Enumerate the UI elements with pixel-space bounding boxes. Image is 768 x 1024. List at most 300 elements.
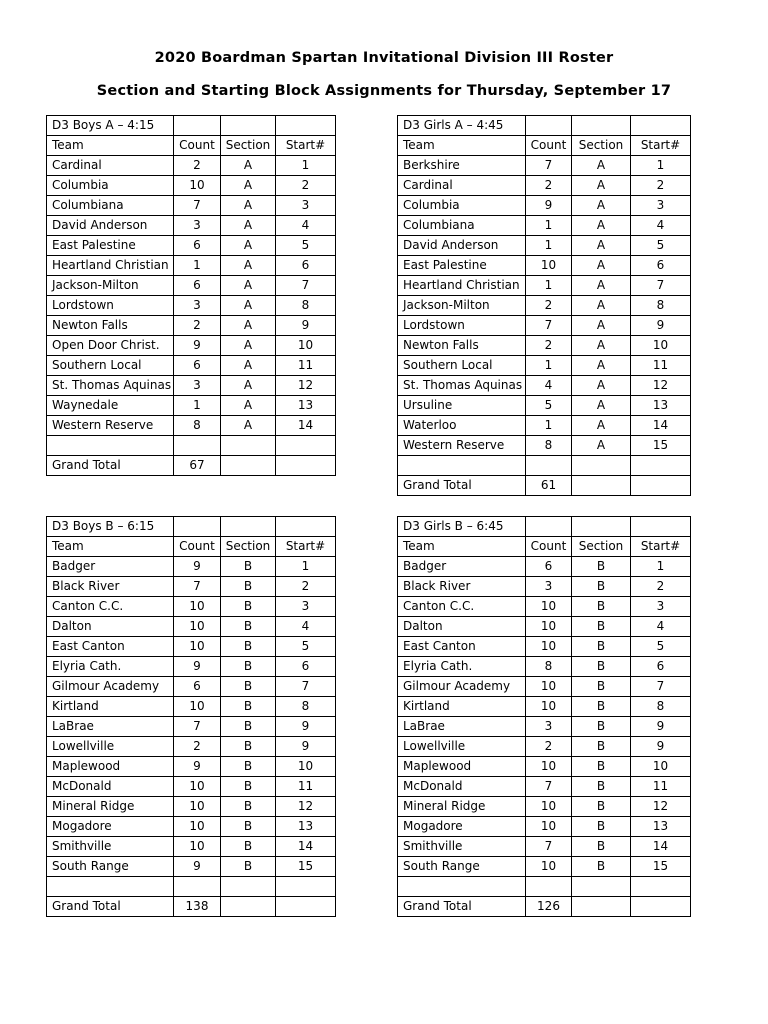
column-header-team: Team [47, 537, 174, 557]
empty-cell [221, 436, 276, 456]
section-cell: B [221, 737, 276, 757]
team-cell: Dalton [47, 617, 174, 637]
start-cell: 1 [631, 156, 691, 176]
empty-cell [221, 517, 276, 537]
column-header-team: Team [47, 136, 174, 156]
table-row [398, 276, 691, 296]
start-cell: 5 [276, 637, 336, 657]
count-cell: 8 [174, 416, 221, 436]
table-row [47, 296, 336, 316]
empty-cell [572, 517, 631, 537]
team-cell: Jackson-Milton [398, 296, 526, 316]
table-row [47, 717, 336, 737]
table-row [47, 797, 336, 817]
section-cell: A [221, 256, 276, 276]
team-cell: Mogadore [47, 817, 174, 837]
start-cell: 3 [631, 196, 691, 216]
team-cell: East Canton [47, 637, 174, 657]
start-cell: 12 [631, 797, 691, 817]
table-row [398, 857, 691, 877]
table-row [47, 236, 336, 256]
empty-cell [631, 476, 691, 496]
table-row [47, 156, 336, 176]
start-cell: 7 [631, 677, 691, 697]
section-cell: A [221, 156, 276, 176]
start-cell: 9 [631, 316, 691, 336]
count-cell: 7 [174, 577, 221, 597]
column-header-count: Count [526, 136, 572, 156]
start-cell: 3 [276, 196, 336, 216]
empty-cell [572, 897, 631, 917]
team-cell: St. Thomas Aquinas [398, 376, 526, 396]
grand-total-label: Grand Total [47, 897, 174, 917]
empty-cell [526, 456, 572, 476]
team-cell: LaBrae [47, 717, 174, 737]
section-cell: A [221, 176, 276, 196]
section-cell: A [221, 356, 276, 376]
page-title: 2020 Boardman Spartan Invitational Division III Roster [154, 50, 614, 66]
count-cell: 2 [526, 737, 572, 757]
team-cell: McDonald [47, 777, 174, 797]
empty-cell [398, 877, 526, 897]
start-cell: 4 [276, 216, 336, 236]
start-cell: 1 [631, 557, 691, 577]
section-cell: B [221, 797, 276, 817]
start-cell: 4 [631, 617, 691, 637]
team-cell: Western Reserve [47, 416, 174, 436]
section-cell: B [572, 657, 631, 677]
section-cell: A [572, 196, 631, 216]
table-row [47, 597, 336, 617]
section-cell: A [572, 316, 631, 336]
count-cell: 9 [174, 757, 221, 777]
count-cell: 2 [526, 336, 572, 356]
table-row [398, 717, 691, 737]
section-cell: B [572, 837, 631, 857]
section-cell: A [572, 436, 631, 456]
empty-cell [276, 456, 336, 476]
team-cell: Waynedale [47, 396, 174, 416]
team-cell: Mineral Ridge [47, 797, 174, 817]
team-cell: South Range [47, 857, 174, 877]
table-row [47, 196, 336, 216]
section-cell: B [221, 657, 276, 677]
start-cell: 4 [276, 617, 336, 637]
table-row [398, 336, 691, 356]
count-cell: 10 [526, 817, 572, 837]
start-cell: 8 [276, 697, 336, 717]
grand-total-value: 67 [174, 456, 221, 476]
count-cell: 10 [174, 697, 221, 717]
column-header-start: Start# [631, 537, 691, 557]
count-cell: 3 [526, 717, 572, 737]
grand-total-row [47, 897, 336, 917]
roster-table-boys-a [46, 115, 336, 476]
start-cell: 6 [631, 657, 691, 677]
table-row [398, 416, 691, 436]
team-cell: Elyria Cath. [47, 657, 174, 677]
start-cell: 11 [631, 356, 691, 376]
count-cell: 10 [526, 617, 572, 637]
team-cell: Dalton [398, 617, 526, 637]
team-cell: South Range [398, 857, 526, 877]
table-row [47, 677, 336, 697]
count-cell: 7 [526, 156, 572, 176]
count-cell: 1 [526, 356, 572, 376]
count-cell: 1 [526, 216, 572, 236]
team-cell: Kirtland [47, 697, 174, 717]
section-cell: B [572, 597, 631, 617]
team-cell: Canton C.C. [47, 597, 174, 617]
team-cell: East Canton [398, 637, 526, 657]
section-cell: A [221, 416, 276, 436]
start-cell: 13 [276, 396, 336, 416]
team-cell: Jackson-Milton [47, 276, 174, 296]
empty-cell [572, 877, 631, 897]
empty-cell [398, 456, 526, 476]
team-cell: LaBrae [398, 717, 526, 737]
team-cell: Columbiana [47, 196, 174, 216]
start-cell: 15 [631, 436, 691, 456]
table-row [398, 396, 691, 416]
start-cell: 13 [631, 396, 691, 416]
count-cell: 9 [174, 857, 221, 877]
start-cell: 3 [631, 597, 691, 617]
section-cell: A [221, 236, 276, 256]
empty-cell [631, 517, 691, 537]
table-row [398, 557, 691, 577]
team-cell: Mineral Ridge [398, 797, 526, 817]
grand-total-value: 138 [174, 897, 221, 917]
section-cell: B [221, 557, 276, 577]
start-cell: 10 [276, 336, 336, 356]
table-row [47, 276, 336, 296]
table-row [398, 436, 691, 456]
start-cell: 1 [276, 557, 336, 577]
team-cell: Lordstown [398, 316, 526, 336]
team-cell: Columbiana [398, 216, 526, 236]
empty-cell [221, 456, 276, 476]
start-cell: 2 [631, 577, 691, 597]
start-cell: 14 [276, 837, 336, 857]
team-cell: Southern Local [398, 356, 526, 376]
team-cell: Canton C.C. [398, 597, 526, 617]
table-heading: D3 Girls B – 6:45 [398, 517, 526, 537]
section-cell: B [572, 737, 631, 757]
table-row [47, 396, 336, 416]
count-cell: 10 [174, 817, 221, 837]
table-row [398, 176, 691, 196]
blank-row [398, 456, 691, 476]
table-row [47, 757, 336, 777]
column-header-row [398, 537, 691, 557]
count-cell: 2 [174, 737, 221, 757]
section-cell: B [572, 577, 631, 597]
team-cell: Maplewood [47, 757, 174, 777]
roster-table-girls-b [397, 516, 691, 917]
team-cell: Gilmour Academy [398, 677, 526, 697]
table-row [398, 356, 691, 376]
team-cell: Ursuline [398, 396, 526, 416]
table-row [398, 757, 691, 777]
start-cell: 14 [631, 837, 691, 857]
team-cell: St. Thomas Aquinas [47, 376, 174, 396]
section-cell: A [572, 276, 631, 296]
count-cell: 1 [174, 396, 221, 416]
team-cell: Waterloo [398, 416, 526, 436]
section-cell: B [572, 857, 631, 877]
start-cell: 6 [276, 657, 336, 677]
empty-cell [572, 116, 631, 136]
count-cell: 9 [526, 196, 572, 216]
table-heading: D3 Boys A – 4:15 [47, 116, 174, 136]
column-header-count: Count [526, 537, 572, 557]
team-cell: Southern Local [47, 356, 174, 376]
table-row [47, 857, 336, 877]
grand-total-row [47, 456, 336, 476]
empty-cell [526, 517, 572, 537]
table-row [398, 697, 691, 717]
team-cell: Elyria Cath. [398, 657, 526, 677]
team-cell: Badger [398, 557, 526, 577]
count-cell: 6 [526, 557, 572, 577]
section-cell: A [221, 196, 276, 216]
section-cell: B [221, 637, 276, 657]
team-cell: Cardinal [398, 176, 526, 196]
blank-row [47, 877, 336, 897]
table-row [398, 296, 691, 316]
table-row [47, 657, 336, 677]
count-cell: 3 [174, 216, 221, 236]
empty-cell [174, 877, 221, 897]
section-cell: A [572, 176, 631, 196]
count-cell: 3 [174, 296, 221, 316]
column-header-team: Team [398, 537, 526, 557]
team-cell: East Palestine [398, 256, 526, 276]
table-row [398, 637, 691, 657]
count-cell: 10 [526, 637, 572, 657]
table-row [47, 416, 336, 436]
table-row [47, 697, 336, 717]
section-cell: A [221, 276, 276, 296]
count-cell: 2 [526, 176, 572, 196]
count-cell: 3 [526, 577, 572, 597]
roster-table-girls-a [397, 115, 691, 496]
count-cell: 10 [174, 617, 221, 637]
empty-cell [276, 517, 336, 537]
start-cell: 1 [276, 156, 336, 176]
count-cell: 10 [174, 597, 221, 617]
section-cell: A [221, 316, 276, 336]
grand-total-value: 126 [526, 897, 572, 917]
start-cell: 6 [631, 256, 691, 276]
team-cell: Cardinal [47, 156, 174, 176]
start-cell: 8 [631, 296, 691, 316]
team-cell: Smithville [398, 837, 526, 857]
start-cell: 7 [276, 677, 336, 697]
team-cell: Open Door Christ. [47, 336, 174, 356]
count-cell: 1 [174, 256, 221, 276]
empty-cell [572, 476, 631, 496]
table-row [47, 356, 336, 376]
count-cell: 10 [526, 256, 572, 276]
start-cell: 11 [276, 777, 336, 797]
start-cell: 7 [276, 276, 336, 296]
team-cell: Lowellville [398, 737, 526, 757]
table-row [398, 817, 691, 837]
team-cell: Maplewood [398, 757, 526, 777]
count-cell: 9 [174, 336, 221, 356]
page-subtitle: Section and Starting Block Assignments for Thursday, September 17 [96, 83, 672, 99]
team-cell: McDonald [398, 777, 526, 797]
grand-total-row [398, 476, 691, 496]
team-cell: Heartland Christian [47, 256, 174, 276]
start-cell: 15 [631, 857, 691, 877]
empty-cell [572, 456, 631, 476]
column-header-section: Section [572, 537, 631, 557]
count-cell: 10 [526, 857, 572, 877]
team-cell: East Palestine [47, 236, 174, 256]
empty-cell [47, 877, 174, 897]
count-cell: 10 [526, 797, 572, 817]
section-cell: B [221, 857, 276, 877]
column-header-start: Start# [276, 537, 336, 557]
table-row [398, 236, 691, 256]
team-cell: Lowellville [47, 737, 174, 757]
count-cell: 7 [174, 196, 221, 216]
count-cell: 2 [174, 156, 221, 176]
team-cell: Newton Falls [398, 336, 526, 356]
start-cell: 11 [276, 356, 336, 376]
start-cell: 9 [631, 717, 691, 737]
blank-row [47, 436, 336, 456]
start-cell: 5 [276, 236, 336, 256]
empty-cell [631, 877, 691, 897]
start-cell: 2 [631, 176, 691, 196]
column-header-section: Section [572, 136, 631, 156]
table-heading-row [398, 517, 691, 537]
table-row [47, 817, 336, 837]
grand-total-row [398, 897, 691, 917]
start-cell: 9 [276, 737, 336, 757]
start-cell: 9 [276, 717, 336, 737]
start-cell: 9 [631, 737, 691, 757]
count-cell: 6 [174, 276, 221, 296]
table-row [47, 577, 336, 597]
empty-cell [631, 897, 691, 917]
table-row [47, 777, 336, 797]
empty-cell [47, 436, 174, 456]
section-cell: B [572, 637, 631, 657]
table-heading-row [398, 116, 691, 136]
count-cell: 10 [174, 837, 221, 857]
start-cell: 13 [276, 817, 336, 837]
section-cell: B [572, 817, 631, 837]
start-cell: 5 [631, 637, 691, 657]
section-cell: A [221, 376, 276, 396]
count-cell: 8 [526, 657, 572, 677]
empty-cell [174, 116, 221, 136]
start-cell: 14 [631, 416, 691, 436]
roster-table-boys-b [46, 516, 336, 917]
table-row [47, 176, 336, 196]
start-cell: 6 [276, 256, 336, 276]
count-cell: 7 [174, 717, 221, 737]
table-row [398, 256, 691, 276]
start-cell: 2 [276, 176, 336, 196]
section-cell: B [221, 577, 276, 597]
empty-cell [526, 116, 572, 136]
count-cell: 10 [526, 697, 572, 717]
table-row [398, 216, 691, 236]
count-cell: 1 [526, 236, 572, 256]
count-cell: 3 [174, 376, 221, 396]
empty-cell [174, 517, 221, 537]
section-cell: B [221, 617, 276, 637]
table-row [398, 837, 691, 857]
start-cell: 12 [276, 797, 336, 817]
column-header-count: Count [174, 136, 221, 156]
start-cell: 10 [631, 336, 691, 356]
team-cell: Badger [47, 557, 174, 577]
count-cell: 6 [174, 677, 221, 697]
table-row [398, 376, 691, 396]
start-cell: 9 [276, 316, 336, 336]
section-cell: B [572, 557, 631, 577]
column-header-count: Count [174, 537, 221, 557]
team-cell: Mogadore [398, 817, 526, 837]
table-row [47, 557, 336, 577]
section-cell: A [221, 336, 276, 356]
table-row [47, 637, 336, 657]
section-cell: B [221, 677, 276, 697]
start-cell: 5 [631, 236, 691, 256]
team-cell: David Anderson [47, 216, 174, 236]
team-cell: Gilmour Academy [47, 677, 174, 697]
blank-row [398, 877, 691, 897]
empty-cell [276, 116, 336, 136]
section-cell: B [221, 837, 276, 857]
section-cell: B [221, 717, 276, 737]
table-row [398, 156, 691, 176]
team-cell: Smithville [47, 837, 174, 857]
grand-total-label: Grand Total [398, 897, 526, 917]
column-header-row [398, 136, 691, 156]
section-cell: B [221, 777, 276, 797]
table-row [47, 617, 336, 637]
section-cell: B [572, 617, 631, 637]
table-row [398, 617, 691, 637]
empty-cell [221, 877, 276, 897]
grand-total-value: 61 [526, 476, 572, 496]
section-cell: B [572, 697, 631, 717]
start-cell: 4 [631, 216, 691, 236]
empty-cell [174, 436, 221, 456]
table-row [398, 677, 691, 697]
column-header-start: Start# [276, 136, 336, 156]
table-row [47, 256, 336, 276]
count-cell: 9 [174, 657, 221, 677]
table-row [398, 597, 691, 617]
count-cell: 10 [174, 797, 221, 817]
start-cell: 7 [631, 276, 691, 296]
empty-cell [276, 897, 336, 917]
section-cell: B [221, 697, 276, 717]
table-row [47, 376, 336, 396]
section-cell: A [221, 396, 276, 416]
section-cell: A [572, 376, 631, 396]
table-row [398, 657, 691, 677]
